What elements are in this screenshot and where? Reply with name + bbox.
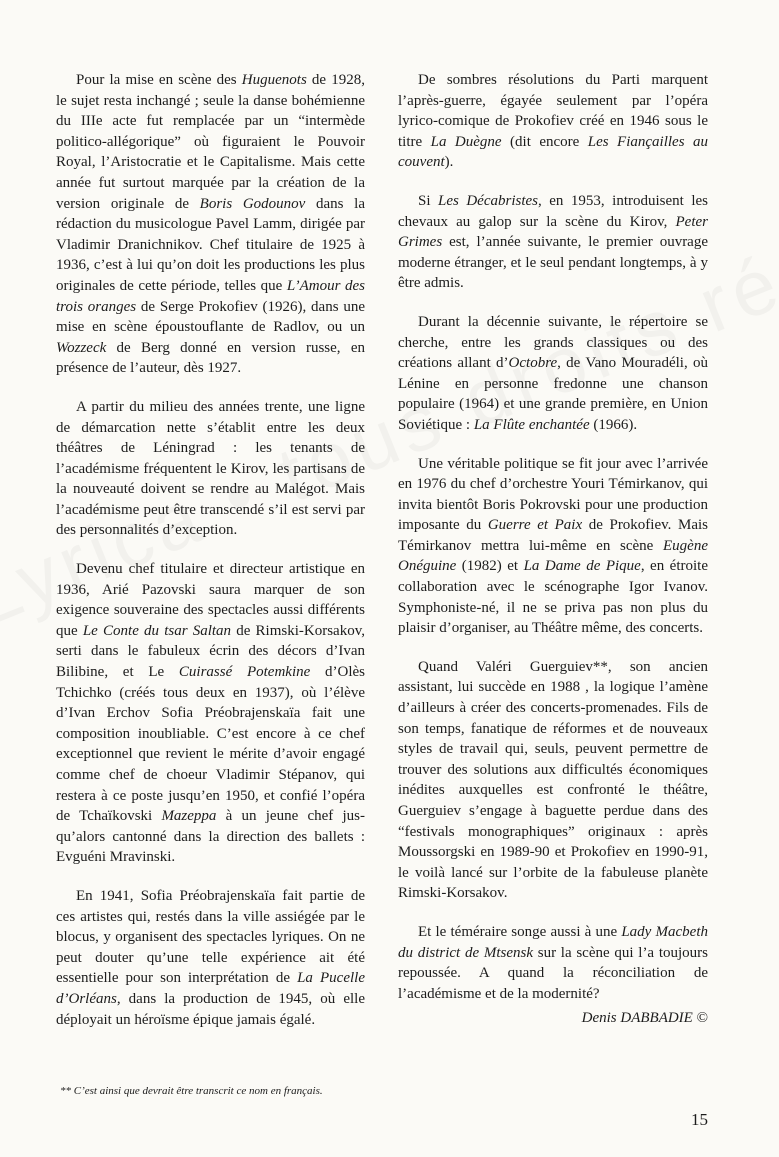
paragraph-huguenots: Pour la mise en scène des Huguenots de 1928, le sujet resta inchangé ; seule la danse bohémienne du IIIe acte fut remplacée par un “intermède politico-allégorique” où figuraient le Pouvoir Royal, l’Aristocratie et le Capitalisme. Mais cette année fut surtout marquée par la création de la version originale de Boris Godounov dans la rédaction du musicologue Pavel Lamm, dirigée par Vladimir Dranichnikov. Chef titulaire de 1925 à 1936, c’est à lui qu’on doit les productions les plus originales de cette période, telles que L’Amour des trois oranges de Serge Prokofiev (1926), dans une mise en scène époustouflante de Radlov, ou un Wozzeck de Berg donné en version russe, en présence de l’auteur, dès 1927. bbox=[56, 72, 365, 377]
paragraph-apres-guerre: De sombres résolutions du Parti marquent l’après-guerre, égayée seulement par l’opéra lyrico-comique de Prokofiev créé en 1946 sous le titre La Duègne (dit encore Les Fiançailles au couvent). bbox=[398, 72, 708, 171]
paragraph-decabristes: Si Les Décabristes, en 1953, introduisent les chevaux au galop sur la scène du Kirov, Peter Grimes est, l’année suivante, le premier ouvrage moderne étranger, et le seul pendant longtemps, à y être admis. bbox=[398, 192, 708, 292]
paragraph-demarcation: A partir du milieu des années trente, une ligne de démarcation nette s’établit entre les deux théâtres de Léningrad : les tenants de l’académisme fréquentent le Kirov, les partisans de la nouveauté doivent se rendre au Malégot. Mais l’académisme peut être transcendé s’il est servi par des personnalités d’exception. bbox=[56, 398, 365, 539]
paragraph-pazovski: Devenu chef titulaire et directeur artistique en 1936, Arié Pazovski saura marquer de son exigence souveraine des spectacles aussi différents que Le Conte du tsar Saltan de Rimski-Korsakov, serti dans le fabuleux écrin des décors d’Ivan Bilibine, et Le Cuirassé Potemkine d’Olès Tchichko (créés tous deux en 1937), où l’élève d’Ivan Erchov Sofia Préobrajenskaïa fait une composition inoubliable. C’est encore à ce chef exceptionnel que revient le mérite d’avoir engagé comme chef de choeur Vladimir Stépanov, qui restera à ce poste jusqu’en 1950, et confié l’opéra de Tchaïkovski Mazeppa à un jeune chef jusqu’alors cantonné dans la direction des ballets : Evguéni Mravinski. bbox=[56, 561, 365, 866]
footnote: ** C’est ainsi que devrait être transcrit ce nom en français. bbox=[60, 1085, 323, 1097]
copyright-mark: © bbox=[696, 1010, 708, 1026]
left-column bbox=[56, 70, 365, 1030]
paragraph-1941: En 1941, Sofia Préobrajenskaïa fait partie de ces artistes qui, restés dans la ville assiégée par le blocus, y organisent des spectacles lyriques. On ne peut douter qu’une telle expérience ait été essentielle pour son interprétation de La Pucelle d’Orléans, dans la production de 1945, où elle déployait un héroïsme épique jamais égalé. bbox=[56, 887, 365, 1028]
paragraph-lady-macbeth: Et le téméraire songe aussi à une Lady Macbeth du district de Mtsensk sur la scène qui l’a toujours repoussée. A quand la réconciliation de l’académisme et de la modernité? bbox=[398, 923, 708, 1002]
paragraph-decennie: Durant la décennie suivante, le répertoire se cherche, entre les grands classiques ou des créations allant d’Octobre, de Vano Mouradéli, où Lénine en personne fredonne une chanson populaire (1964) et une grande première, en Union Soviétique : La Flûte enchantée (1966). bbox=[398, 313, 708, 433]
page-number: 15 bbox=[691, 1110, 708, 1129]
paragraph-guerguiev: Quand Valéri Guerguiev**, son ancien assistant, lui succède en 1988 , la logique l’amène d’ailleurs à créer des concerts-promenades. Fils de son temps, fanatique de réformes et de nouveaux styles de travail qui, seuls, peuvent permettre de trouver des solutions aux difficultés économiques inédites auxquelles est confronté le théâtre, Guerguiev s’engage à baguette perdue dans des “festivals monographiques” originaux : après Moussorgski en 1989-90 et Prokofiev en 1990-91, le voilà lancé sur l’orbite de la fabuleuse planète Rimski-Korsakov. bbox=[398, 658, 708, 902]
author-signature bbox=[582, 1010, 708, 1027]
author-name: Denis DABBADIE bbox=[581, 1010, 693, 1026]
right-column bbox=[398, 70, 708, 1004]
paragraph-temirkanov: Une véritable politique se fit jour avec l’arrivée en 1976 du chef d’orchestre Youri Témirkanov, qui invita bientôt Boris Pokrovski pour une production imposante du Guerre et Paix de Prokofiev. Mais Témirkanov mettra lui-même en scène Eugène Onéguine (1982) et La Dame de Pique, en étroite collaboration avec le scénographe Igor Ivanov. Symphoniste-né, il ne se priva pas non plus du plaisir d’organiser, au Théâtre même, des concerts. bbox=[398, 455, 708, 637]
